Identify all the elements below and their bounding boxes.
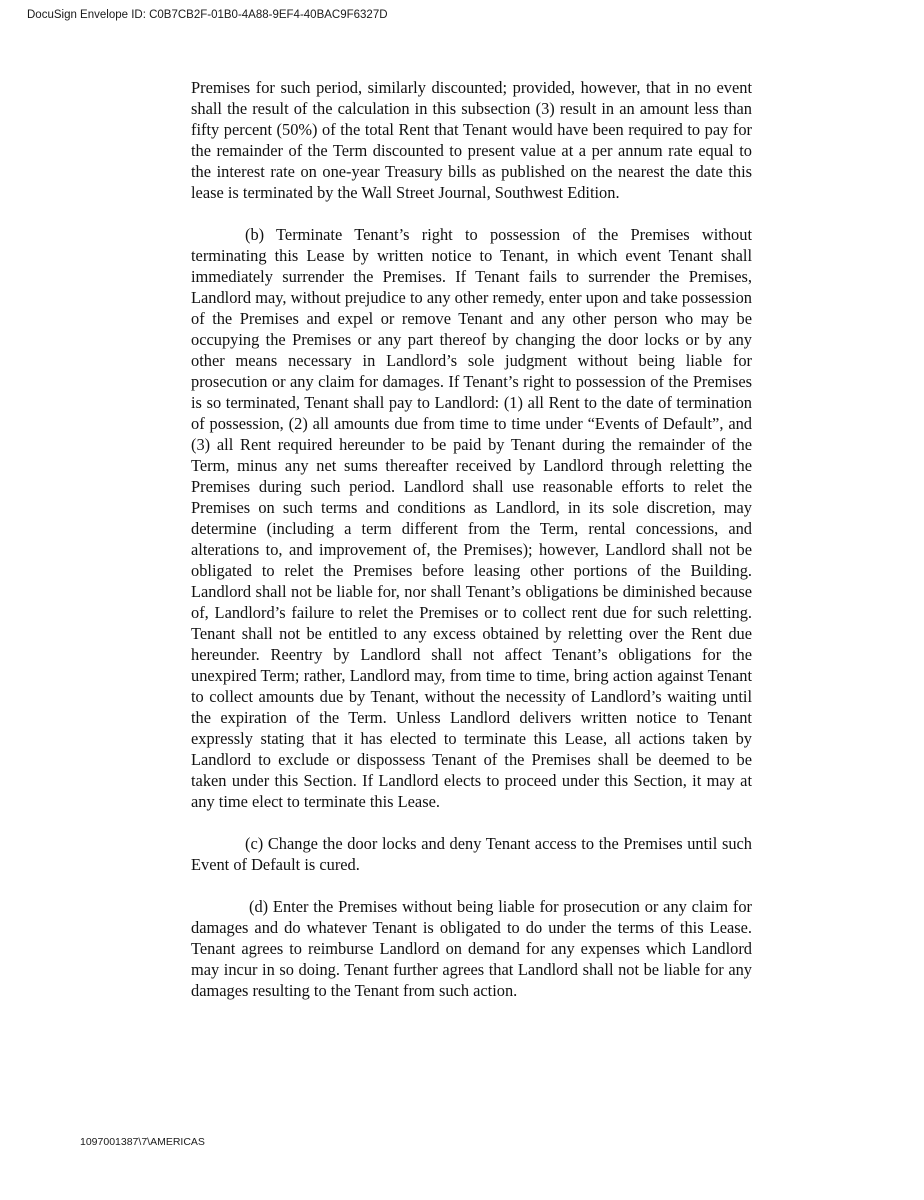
paragraph-continuation: Premises for such period, similarly discounted; provided, however, that in no event shall the result of the calculation in this subsection (3) result in an amount less than fifty percent (50%) of the total Rent that Tenant would have been required to pay for the remainder of the Term discounted to present value at a per annum rate equal to the interest rate on one-year Treasury bills as published on the nearest the date this lease is terminated by the Wall Street Journal, Southwest Edition. (191, 78, 752, 202)
document-body (191, 77, 752, 1022)
paragraph-d: (d) Enter the Premises without being liable for prosecution or any claim for damages and do whatever Tenant is obligated to do under the terms of this Lease. Tenant agrees to reimburse Landlord on demand for any expenses which Landlord may incur in so doing. Tenant further agrees that Landlord shall not be liable for any damages resulting to the Tenant from such action. (191, 897, 752, 1000)
paragraph-c: (c) Change the door locks and deny Tenant access to the Premises until such Event of Default is cured. (191, 834, 752, 874)
document-number-footer: 1097001387\7\AMERICAS (80, 1136, 205, 1148)
docusign-envelope-id: DocuSign Envelope ID: C0B7CB2F-01B0-4A88-9EF4-40BAC9F6327D (27, 9, 388, 21)
paragraph-b: (b) Terminate Tenant’s right to possession of the Premises without terminating this Lease by written notice to Tenant, in which event Tenant shall immediately surrender the Premises. If Tenant fails to surrender the Premises, Landlord may, without prejudice to any other remedy, enter upon and take possession of the Premises and expel or remove Tenant and any other person who may be occupying the Premises or any part thereof by changing the door locks or by any other means necessary in Landlord’s sole judgment without being liable for prosecution or any claim for damages. If Tenant’s right to possession of the Premises is so terminated, Tenant shall pay to Landlord: (1) all Rent to the date of termination of possession, (2) all amounts due from time to time under “Events of Default”, and (3) all Rent required hereunder to be paid by Tenant during the remainder of the Term, minus any net sums thereafter received by Landlord through reletting the Premises during such period. Landlord shall use reasonable efforts to relet the Premises on such terms and conditions as Landlord, in its sole discretion, may determine (including a term different from the Term, rental concessions, and alterations to, and improvement of, the Premises); however, Landlord shall not be obligated to relet the Premises before leasing other portions of the Building. Landlord shall not be liable for, nor shall Tenant’s obligations be diminished because of, Landlord’s failure to relet the Premises or to collect rent due for such reletting. Tenant shall not be entitled to any excess obtained by reletting over the Rent due hereunder. Reentry by Landlord shall not affect Tenant’s obligations for the unexpired Term; rather, Landlord may, from time to time, bring action against Tenant to collect amounts due by Tenant, without the necessity of Landlord’s waiting until the expiration of the Term. Unless Landlord delivers written notice to Tenant expressly stating that it has elected to terminate this Lease, all actions taken by Landlord to exclude or dispossess Tenant of the Premises shall be deemed to be taken under this Section. If Landlord elects to proceed under this Section, it may at any time elect to terminate this Lease. (191, 225, 752, 811)
